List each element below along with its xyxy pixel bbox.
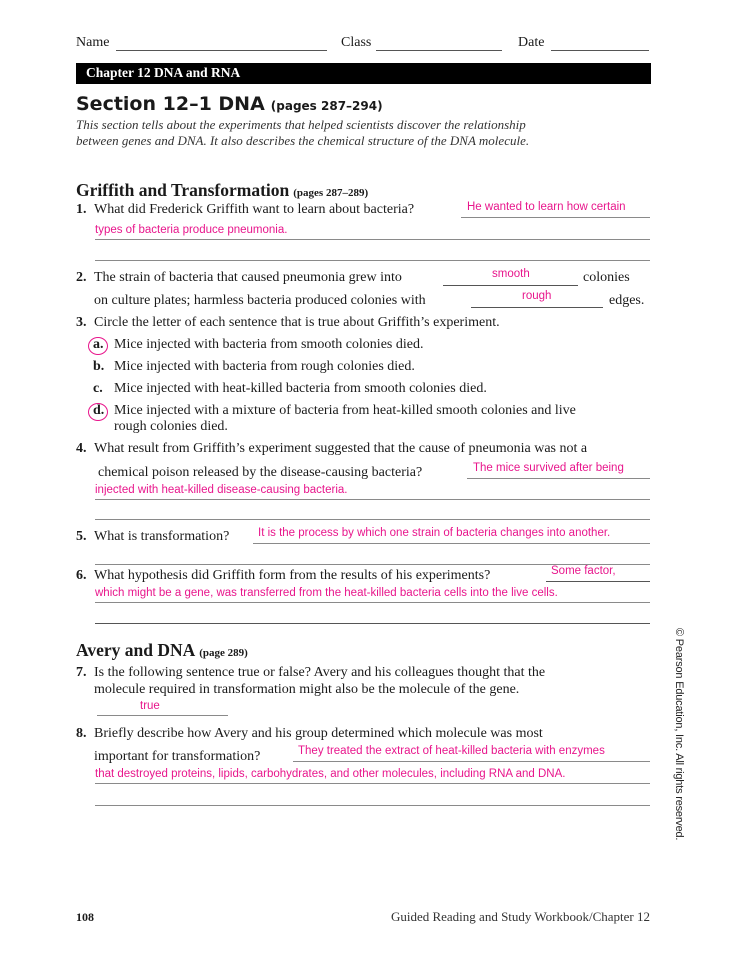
q3-option-a-text: Mice injected with bacteria from smooth colonies died. <box>114 337 424 352</box>
q3-option-d-text2: rough colonies died. <box>114 419 228 434</box>
q7-number: 7. <box>76 665 87 680</box>
q8-text2: important for transformation? <box>94 749 261 764</box>
q3-option-c-text: Mice injected with heat-killed bacteria from smooth colonies died. <box>114 381 487 396</box>
q1-answer-line2[interactable]: types of bacteria produce pneumonia. <box>95 224 288 236</box>
date-label: Date <box>518 35 545 50</box>
q7-text2: molecule required in transformation might also be the molecule of the gene. <box>94 682 520 697</box>
q4-text1: What result from Griffith’s experiment suggested that the cause of pneumonia was not a <box>94 441 588 456</box>
q4-answer-line-2[interactable] <box>95 499 650 500</box>
chapter-bar <box>76 63 651 84</box>
q8-answer-line2[interactable]: that destroyed proteins, lipids, carbohydrates, and other molecules, including RNA and DNA. <box>95 768 566 780</box>
q7-answer-line[interactable] <box>97 715 228 716</box>
book-title: Guided Reading and Study Workbook/Chapter 12 <box>390 909 650 924</box>
q7-text1: Is the following sentence true or false? Avery and his colleagues thought that the <box>94 665 546 680</box>
q2-number: 2. <box>76 270 87 285</box>
q6-answer-line[interactable] <box>546 581 650 582</box>
q8-number: 8. <box>76 726 87 741</box>
chapter-title: Chapter 12 DNA and RNA <box>86 65 241 80</box>
q4-number: 4. <box>76 441 87 456</box>
q3-option-b-letter[interactable]: b. <box>93 359 105 374</box>
q1-answer-line-2[interactable] <box>95 239 650 240</box>
q1-answer-line-3[interactable] <box>95 260 650 261</box>
q1-answer-line1[interactable]: He wanted to learn how certain <box>467 201 626 213</box>
q7-answer[interactable]: true <box>140 700 160 712</box>
q2-blank-a[interactable] <box>443 285 578 286</box>
avery-heading-text: Avery and DNA <box>76 640 196 660</box>
q2-text-b: colonies <box>583 270 630 285</box>
q6-answer-line2[interactable]: which might be a gene, was transferred from the heat-killed bacteria cells into the live cells. <box>95 587 558 599</box>
q1-text: What did Frederick Griffith want to learn about bacteria? <box>94 202 415 217</box>
copyright-notice: © Pearson Education, Inc. All rights reserved. <box>673 628 685 841</box>
section-pages: (pages 287–294) <box>270 99 383 113</box>
q1-number: 1. <box>76 202 87 217</box>
q3-text: Circle the letter of each sentence that is true about Griffith’s experiment. <box>94 315 500 330</box>
q8-answer-line[interactable] <box>293 761 650 762</box>
section-title-text: Section 12–1 DNA <box>76 93 265 115</box>
q5-text: What is transformation? <box>94 529 230 544</box>
q2-blank-b[interactable] <box>471 307 603 308</box>
q6-text: What hypothesis did Griffith form from the results of his experiments? <box>94 568 491 583</box>
q4-text2: chemical poison released by the disease-causing bacteria? <box>98 465 423 480</box>
q8-answer-line-2[interactable] <box>95 783 650 784</box>
q3-option-a-letter[interactable]: a. <box>93 337 104 352</box>
q2-answer-smooth[interactable]: smooth <box>492 268 530 280</box>
section-intro: This section tells about the experiments that helped scientists discover the relationship between genes and DNA. It also describes the chemical structure of the DNA molecule. <box>76 117 530 148</box>
q5-answer[interactable]: It is the process by which one strain of bacteria changes into another. <box>258 527 611 539</box>
griffith-heading <box>76 180 368 201</box>
q2-text-a: The strain of bacteria that caused pneumonia grew into <box>94 270 402 285</box>
q8-answer-line1[interactable]: They treated the extract of heat-killed bacteria with enzymes <box>298 745 605 757</box>
q8-answer-line-3[interactable] <box>95 805 650 806</box>
class-label: Class <box>341 35 372 50</box>
q2-answer-rough[interactable]: rough <box>522 290 552 302</box>
avery-heading <box>76 640 248 661</box>
q2-text-c: on culture plates; harmless bacteria produced colonies with <box>94 293 426 308</box>
q6-answer-line-2[interactable] <box>95 602 650 603</box>
q3-option-d-text: Mice injected with a mixture of bacteria from heat-killed smooth colonies and live <box>114 403 576 418</box>
q6-answer-line1[interactable]: Some factor, <box>551 565 616 577</box>
q4-answer-line-3[interactable] <box>95 519 650 520</box>
q1-answer-line[interactable] <box>461 217 650 218</box>
q6-answer-line-3[interactable] <box>95 623 650 624</box>
griffith-heading-text: Griffith and Transformation <box>76 180 290 200</box>
q3-option-b-text: Mice injected with bacteria from rough colonies died. <box>114 359 415 374</box>
date-field[interactable] <box>551 50 649 51</box>
q5-answer-line[interactable] <box>253 543 650 544</box>
q4-answer-line2[interactable]: injected with heat-killed disease-causing bacteria. <box>95 484 348 496</box>
name-field[interactable] <box>116 50 327 51</box>
q5-number: 5. <box>76 529 87 544</box>
q2-text-d: edges. <box>609 293 645 308</box>
avery-pages: (page 289) <box>199 647 248 659</box>
q4-answer-line[interactable] <box>467 478 650 479</box>
griffith-pages: (pages 287–289) <box>293 187 369 199</box>
q4-answer-line1[interactable]: The mice survived after being <box>473 462 624 474</box>
section-title <box>76 93 383 115</box>
q8-text1: Briefly describe how Avery and his group determined which molecule was most <box>94 726 543 741</box>
q6-number: 6. <box>76 568 87 583</box>
q3-option-d-letter[interactable]: d. <box>93 403 105 418</box>
name-label: Name <box>76 35 110 50</box>
class-field[interactable] <box>376 50 502 51</box>
q3-number: 3. <box>76 315 87 330</box>
q3-option-c-letter[interactable]: c. <box>93 381 103 396</box>
page-number: 108 <box>76 910 94 924</box>
